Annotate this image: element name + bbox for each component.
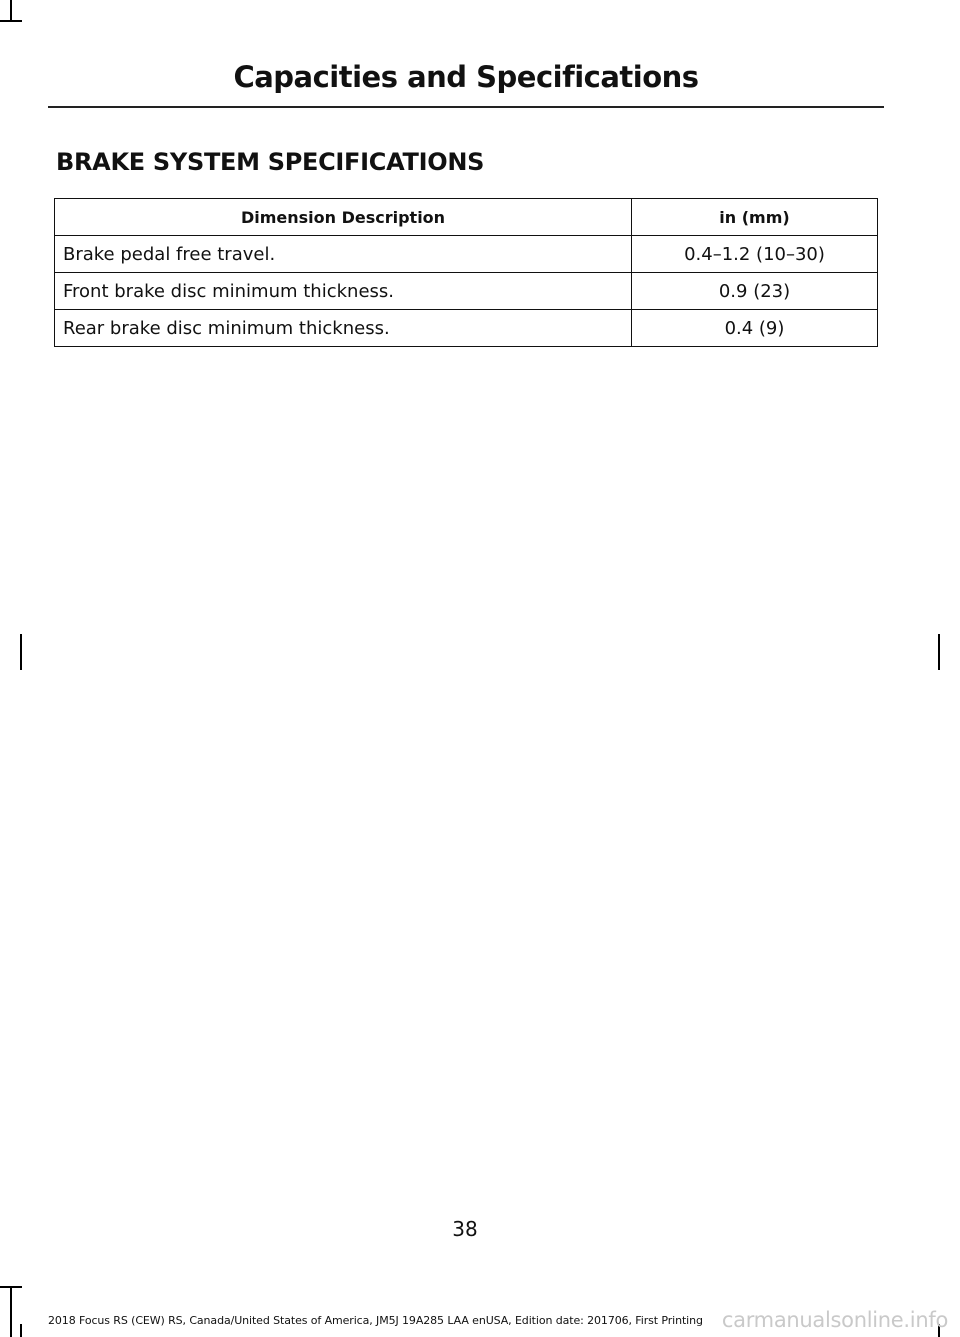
- footer-edition-info: 2018 Focus RS (CEW) RS, Canada/United States of America, JM5J 19A285 LAA enUSA, Edition date: 201706, First Printing: [48, 1314, 703, 1327]
- table-row: [55, 273, 878, 310]
- section-title: BRAKE SYSTEM SPECIFICATIONS: [56, 148, 485, 176]
- row-description: Front brake disc minimum thickness.: [55, 273, 632, 310]
- watermark: carmanualsonline.info: [721, 1308, 948, 1332]
- crop-mark-left-mid: [20, 634, 22, 670]
- table-header-row: [55, 199, 878, 236]
- column-header-value: in (mm): [632, 199, 878, 236]
- page-number: 38: [452, 1217, 478, 1241]
- crop-mark-bottom-left-h: [0, 1286, 22, 1288]
- row-description: Brake pedal free travel.: [55, 236, 632, 273]
- crop-mark-top-left-h: [0, 20, 22, 22]
- crop-mark-bottom-left-v: [10, 1286, 12, 1337]
- row-value: 0.4 (9): [632, 310, 878, 347]
- column-header-description: Dimension Description: [55, 199, 632, 236]
- page-header-title: Capacities and Specifications: [233, 60, 699, 94]
- crop-mark-right-mid: [938, 634, 940, 670]
- row-description: Rear brake disc minimum thickness.: [55, 310, 632, 347]
- row-value: 0.9 (23): [632, 273, 878, 310]
- header-divider: [48, 106, 884, 108]
- table-row: [55, 236, 878, 273]
- brake-spec-table: [54, 198, 878, 347]
- crop-mark-bottom-left-v2: [20, 1324, 22, 1337]
- crop-mark-top-left-v: [10, 0, 12, 22]
- table-row: [55, 310, 878, 347]
- row-value: 0.4–1.2 (10–30): [632, 236, 878, 273]
